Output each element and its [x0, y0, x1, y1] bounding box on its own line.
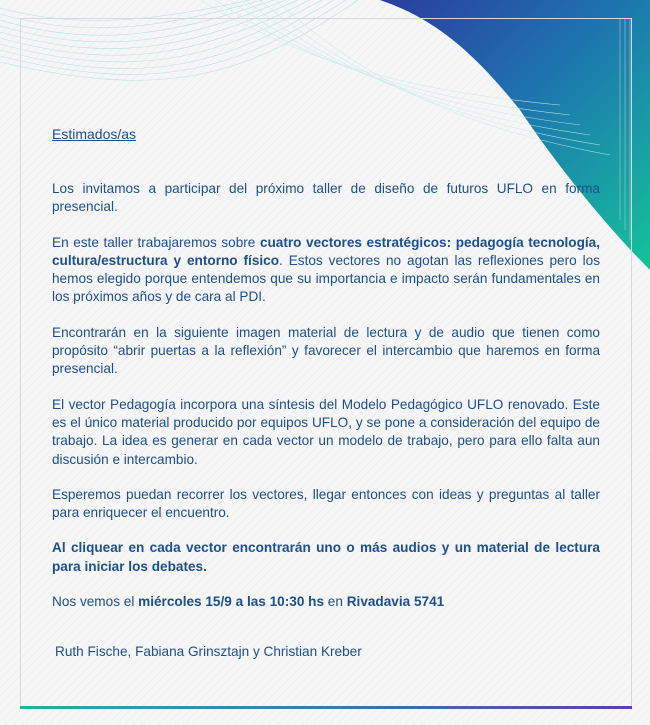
paragraph-vectors	[52, 234, 600, 307]
vectors-rest: . Estos vectores no agotan las reflexiones pero los hemos elegido porque entendemos que su importancia e impacto serán fundamentales en los próximos años y de cara al PDI.	[52, 252, 600, 305]
paragraph-meeting	[52, 593, 600, 611]
signature: Ruth Fische, Fabiana Grinsztajn y Christian Kreber	[55, 644, 362, 659]
meeting-place: Rivadavia 5741	[346, 594, 445, 610]
bottom-divider	[20, 706, 632, 709]
email-body	[52, 126, 600, 628]
meeting-mid: en	[324, 594, 347, 610]
paragraph-material: Encontrarán en la siguiente imagen material de lectura y de audio que tienen como propósito “abrir puertas a la reflexión” y favorecer el intercambio que haremos en forma presencial.	[52, 324, 600, 377]
paragraph-expectations: Esperemos puedan recorrer los vectores, llegar entonces con ideas y preguntas al taller para enriquecer el encuentro.	[52, 486, 600, 521]
greeting: Estimados/as	[52, 126, 137, 142]
meeting-date: miércoles 15/9 a las 10:30 hs	[138, 594, 325, 610]
vectors-intro: En este taller trabajaremos sobre	[52, 234, 260, 250]
meeting-pre: Nos vemos el	[52, 594, 139, 610]
click-instructions: Al cliquear en cada vector encontrarán uno o más audios y un material de lectura para iniciar los debates.	[52, 540, 600, 574]
paragraph-pedagogy: El vector Pedagogía incorpora una síntesis del Modelo Pedagógico UFLO renovado. Este es el único material producido por equipos UFLO, y se pone a consideración del equipo de trabajo. La idea es generar en cada vector un modelo de trabajo, pero para ello falta aun discusión e intercambio.	[52, 396, 600, 467]
vectors-highlight: cuatro vectores estratégicos: pedagogía tecnología, cultura/estructura y entorno físico	[52, 234, 600, 268]
paragraph-invitation: Los invitamos a participar del próximo taller de diseño de futuros UFLO en forma presencial.	[52, 181, 600, 215]
paragraph-click-instructions	[52, 539, 600, 576]
